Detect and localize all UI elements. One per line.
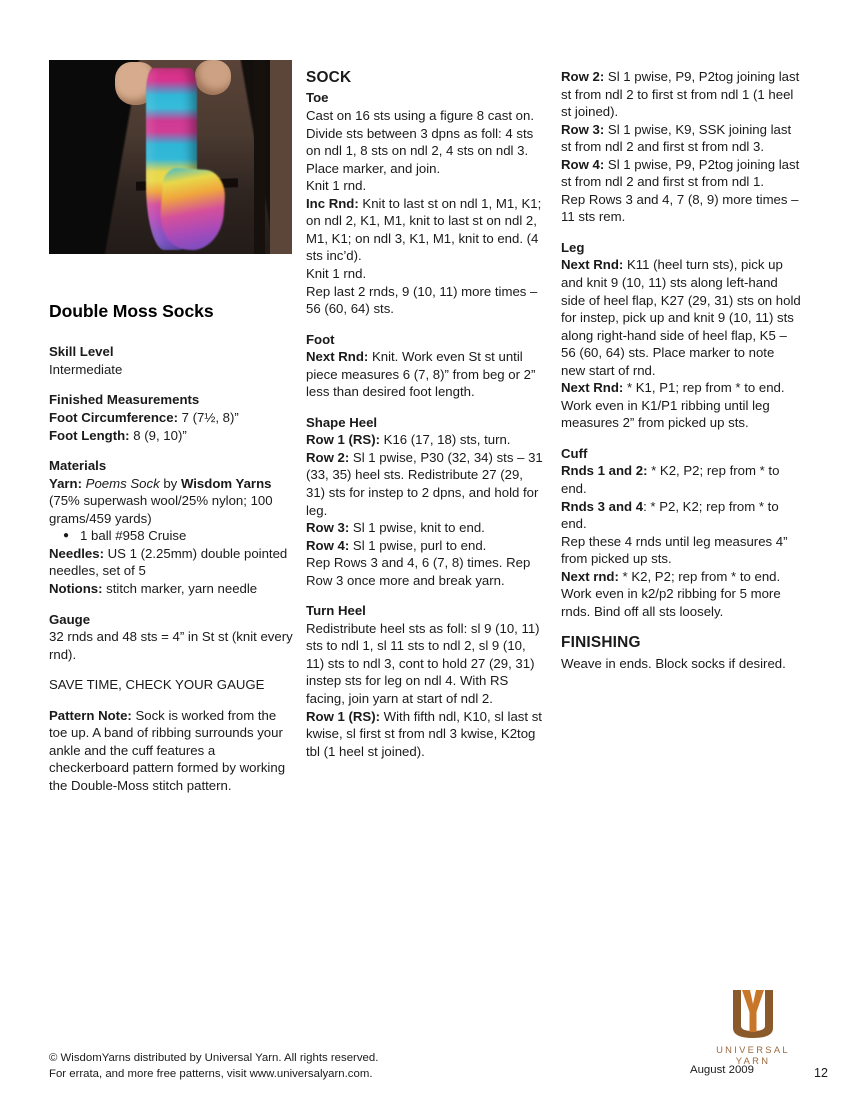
foot-next-rnd-label: Next Rnd:	[306, 349, 369, 365]
materials-heading: Materials	[49, 458, 107, 474]
cuff-rnds-3-4-value: : * P2, K2; rep from * to end.	[561, 498, 779, 532]
cuff-final-instruction: Work even in k2/p2 ribbing for 5 more rnds. Bind off all sts loosely.	[561, 586, 781, 619]
yarn-bullet-label: 1 ball #958 Cruise	[80, 528, 187, 544]
needles-label: Needles:	[49, 545, 104, 561]
photo-chair-post	[254, 60, 265, 254]
gauge-value: 32 rnds and 48 sts = 4” in St st (knit every rnd).	[49, 629, 293, 662]
cuff-next-rnd-label: Next rnd:	[561, 568, 619, 584]
turn-heel-heading: Turn Heel	[306, 603, 366, 619]
turn-heel-row-2-label: Row 2:	[561, 69, 605, 84]
toe-paragraph-1: Cast on 16 sts using a figure 8 cast on. Divide sts between 3 dpns as foll: 4 sts on ndl 1, 8 sts on ndl 2, 4 sts on ndl 3. Place marker, and join.	[306, 108, 534, 176]
foot-circumference-label: Foot Circumference:	[49, 410, 178, 426]
universal-yarn-logo-icon	[725, 988, 781, 1040]
pattern-note-label: Pattern Note:	[49, 707, 132, 723]
foot-heading: Foot	[306, 331, 335, 347]
foot-next-rnd-row	[306, 348, 543, 401]
shape-heel-row-1-value: K16 (17, 18) sts, turn.	[380, 432, 511, 448]
footer-page-number: 12	[814, 1066, 828, 1080]
universal-yarn-wordmark: UNIVERSAL YARN	[716, 1044, 790, 1066]
footer-copyright	[49, 1050, 469, 1082]
turn-heel-row-1-label: Row 1 (RS):	[306, 708, 380, 724]
yarn-content: (75% superwash wool/25% nylon; 100 grams/459 yards)	[49, 493, 273, 526]
foot-circumference-row	[49, 409, 297, 427]
shape-heel-row-1-label: Row 1 (RS):	[306, 432, 380, 448]
inc-rnd-row	[306, 195, 543, 265]
cuff-rnds-1-2-value: * K2, P2; rep from * to end.	[561, 463, 780, 497]
leg-next-rnd-1-value: K11 (heel turn sts), pick up and knit 9 (10, 11) sts along left-hand side of heel flap, K27 (29, 31) sts on hold for instep, pick up and knit 9 (10, 11) sts along right-hand side of heel flap, K5 – 56 (60, 64) sts. Place marker to note new start of rnd.	[561, 257, 801, 378]
turn-heel-row-1-value: With fifth ndl, K10, sl last st kwise, sl first st from ndl 3 kwise, K2tog tbl (1 heel st joined).	[306, 708, 542, 759]
turn-heel-row-3-label: Row 3:	[561, 121, 605, 137]
shape-heel-heading: Shape Heel	[306, 414, 378, 430]
toe-paragraph-4: Rep last 2 rnds, 9 (10, 11) more times – 56 (60, 64) sts.	[306, 283, 538, 317]
shape-heel-repeat: Rep Rows 3 and 4, 6 (7, 8) times. Rep Row 3 once more and break yarn.	[306, 555, 531, 588]
turn-heel-row-4	[561, 156, 801, 191]
finishing-heading: FINISHING	[561, 634, 641, 652]
toe-paragraph-2: Knit 1 rnd.	[306, 178, 367, 194]
shape-heel-row-3-value: Sl 1 pwise, knit to end.	[349, 520, 485, 536]
left-column	[49, 60, 297, 794]
turn-heel-row-2	[561, 68, 801, 121]
needles-value: US 1 (2.25mm) double pointed needles, set of 5	[49, 545, 288, 579]
pattern-note	[49, 707, 297, 795]
cuff-next-rnd-value: * K2, P2; rep from * to end.	[618, 568, 781, 584]
shape-heel-row-4	[306, 537, 543, 555]
leg-next-rnd-1-label: Next Rnd:	[561, 257, 624, 273]
shape-heel-row-1	[306, 431, 543, 449]
cuff-rnds-1-2	[561, 462, 801, 497]
yarn-label: Yarn:	[49, 475, 82, 491]
cuff-heading: Cuff	[561, 445, 588, 461]
yarn-row	[49, 475, 297, 493]
pattern-note-value: Sock is worked from the toe up. A band of ribbing surrounds your ankle and the cuff features a checkerboard pattern formed by working the Double-Moss stitch pattern.	[49, 707, 286, 793]
shape-heel-row-2	[306, 449, 543, 519]
cuff-repeat: Rep these 4 rnds until leg measures 4” from picked up sts.	[561, 533, 788, 567]
finishing-value: Weave in ends. Block socks if desired.	[561, 655, 786, 671]
turn-heel-repeat: Rep Rows 3 and 4, 7 (8, 9) more times – 11 sts rem.	[561, 191, 799, 225]
photo-wall-right	[270, 60, 292, 254]
inc-rnd-label: Inc Rnd:	[306, 195, 359, 211]
foot-next-rnd-value: Knit. Work even St st until piece measures 6 (7, 8)” from beg or 2” less than desired foot length.	[306, 349, 536, 400]
yarn-bullet-item	[49, 527, 297, 545]
notions-label: Notions:	[49, 580, 103, 596]
yarn-by: by	[163, 475, 181, 491]
turn-heel-row-4-value: Sl 1 pwise, P9, P2tog joining last st from ndl 2 and first st from ndl 1.	[561, 156, 800, 190]
foot-length-value: 8 (9, 10)”	[129, 427, 187, 443]
shape-heel-row-4-label: Row 4:	[306, 537, 350, 553]
save-time-notice: SAVE TIME, CHECK YOUR GAUGE	[49, 677, 265, 693]
yarn-name: Poems Sock	[81, 475, 164, 491]
universal-yarn-logo	[697, 988, 809, 1066]
toe-paragraph-3: Knit 1 rnd.	[306, 265, 367, 281]
copyright-line-1: © WisdomYarns distributed by Universal Yarn. All rights reserved.	[49, 1052, 379, 1064]
skill-level-value: Intermediate	[49, 361, 123, 377]
shape-heel-row-2-value: Sl 1 pwise, P30 (32, 34) sts – 31 (33, 35) heel sts. Redistribute 27 (29, 31) sts for instep to 2 dpns, and hold for leg.	[306, 449, 543, 518]
photo-hand-right	[195, 60, 231, 95]
finished-measurements-heading: Finished Measurements	[49, 392, 200, 408]
cuff-rnds-3-4	[561, 498, 801, 533]
skill-level-heading: Skill Level	[49, 344, 114, 360]
leg-next-rnd-2	[561, 379, 801, 432]
right-column	[561, 68, 801, 672]
gauge-heading: Gauge	[49, 611, 91, 627]
cuff-next-rnd	[561, 568, 801, 586]
footer-date: August 2009	[690, 1064, 754, 1076]
leg-heading: Leg	[561, 239, 585, 255]
turn-heel-row-1	[306, 708, 543, 761]
copyright-line-2: For errata, and more free patterns, visit www.universalyarn.com.	[49, 1068, 373, 1081]
shape-heel-row-3	[306, 519, 543, 537]
turn-heel-row-3-value: Sl 1 pwise, K9, SSK joining last st from ndl 2 and first st from ndl 3.	[561, 121, 792, 155]
notions-value: stitch marker, yarn needle	[102, 580, 258, 596]
toe-heading: Toe	[306, 90, 329, 106]
inc-rnd-value: Knit to last st on ndl 1, M1, K1; on ndl 2, K1, M1, knit to last st on ndl 2, M1, K1; on ndl 3, K1, M1, knit to end. (4 sts inc’d).	[306, 195, 542, 264]
shape-heel-row-3-label: Row 3:	[306, 520, 350, 536]
yarn-brand: Wisdom Yarns	[180, 475, 272, 491]
bullet-dot-icon: ●	[63, 530, 70, 542]
sock-photograph	[49, 60, 292, 254]
cuff-rnds-3-4-label: Rnds 3 and 4	[561, 498, 644, 514]
foot-length-row	[49, 427, 297, 445]
sock-section-heading: SOCK	[306, 69, 352, 86]
middle-column	[306, 68, 543, 760]
foot-circumference-value: 7 (7½, 8)”	[177, 410, 239, 426]
foot-length-label: Foot Length:	[49, 427, 130, 443]
turn-heel-row-4-label: Row 4:	[561, 156, 605, 172]
shape-heel-row-2-label: Row 2:	[306, 449, 350, 465]
notions-row	[49, 580, 297, 598]
turn-heel-row-2-value: Sl 1 pwise, P9, P2tog joining last st from ndl 2 to first st from ndl 1 (1 heel st joined).	[561, 69, 800, 120]
page-title: Double Moss Socks	[49, 301, 214, 321]
cuff-rnds-1-2-label: Rnds 1 and 2:	[561, 463, 648, 479]
leg-next-rnd-2-value: * K1, P1; rep from * to end. Work even in K1/P1 ribbing until leg measures 2” from picked up sts.	[561, 380, 785, 431]
turn-heel-paragraph-1: Redistribute heel sts as foll: sl 9 (10, 11) sts to ndl 1, sl 11 sts to ndl 2, sl 9 (10, 11) sts to ndl 3, cont to hold 27 (29, 31) instep sts for leg on ndl 4. With RS facing, join yarn at start of ndl 2.	[306, 620, 540, 706]
leg-next-rnd-2-label: Next Rnd:	[561, 380, 624, 396]
needles-row	[49, 545, 297, 580]
shape-heel-row-4-value: Sl 1 pwise, purl to end.	[349, 537, 487, 553]
leg-next-rnd-1	[561, 256, 801, 379]
turn-heel-row-3	[561, 121, 801, 156]
